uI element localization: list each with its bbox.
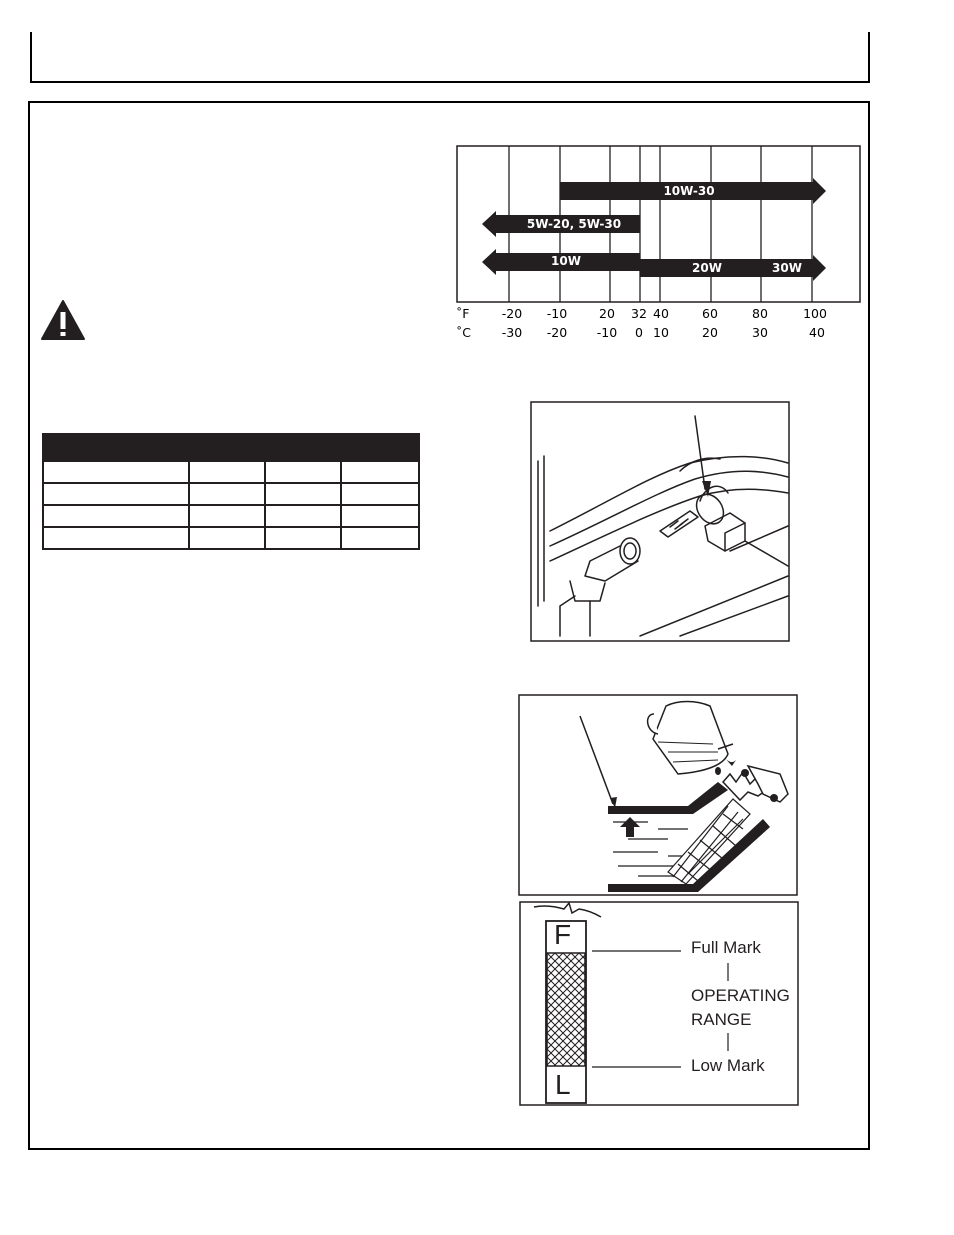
table-header	[43, 434, 419, 461]
operating-range-label-2: RANGE	[691, 1010, 752, 1029]
warning-icon	[40, 299, 86, 341]
celsius-tick: 30	[752, 325, 768, 340]
oil-viscosity-chart	[456, 145, 861, 303]
engine-oil-fill-illustration	[530, 401, 790, 642]
celsius-tick: 10	[653, 325, 669, 340]
celsius-tick: 0	[635, 325, 643, 340]
fahrenheit-tick: -10	[546, 306, 568, 321]
low-mark-label: Low Mark	[691, 1056, 765, 1075]
dipstick-gauge-diagram	[519, 901, 799, 1106]
grade-label-10w: 10W	[551, 254, 581, 268]
oil-pouring-illustration	[518, 694, 798, 896]
spec-table	[42, 433, 420, 550]
fahrenheit-tick: 40	[653, 306, 669, 321]
table-row	[43, 505, 419, 527]
table-header-row	[43, 434, 419, 461]
operating-range-label: OPERATING	[691, 986, 790, 1005]
celsius-tick: 20	[702, 325, 718, 340]
fahrenheit-tick: 20	[599, 306, 615, 321]
celsius-tick: -10	[596, 325, 618, 340]
fahrenheit-tick: 32	[631, 306, 647, 321]
grade-label-20w: 20W	[692, 261, 722, 275]
table-row	[43, 483, 419, 505]
fahrenheit-unit: ˚F	[456, 306, 470, 321]
table-row	[43, 527, 419, 549]
celsius-tick: -20	[546, 325, 568, 340]
fahrenheit-tick: -20	[501, 306, 523, 321]
fahrenheit-tick: 80	[752, 306, 768, 321]
temperature-axis	[456, 306, 876, 346]
grade-label-10w30: 10W-30	[663, 184, 715, 198]
celsius-unit: ˚C	[456, 325, 471, 340]
low-letter: L	[555, 1069, 571, 1100]
header-frame	[30, 32, 870, 83]
table-row	[43, 461, 419, 483]
fahrenheit-tick: 60	[702, 306, 718, 321]
celsius-tick: 40	[809, 325, 825, 340]
grade-label-5w20-5w30: 5W-20, 5W-30	[526, 217, 622, 231]
chart-grid	[456, 145, 861, 303]
fahrenheit-tick: 100	[803, 306, 827, 321]
full-mark-label: Full Mark	[691, 938, 761, 957]
grade-label-30w: 30W	[772, 261, 802, 275]
celsius-tick: -30	[501, 325, 523, 340]
full-letter: F	[554, 919, 572, 950]
